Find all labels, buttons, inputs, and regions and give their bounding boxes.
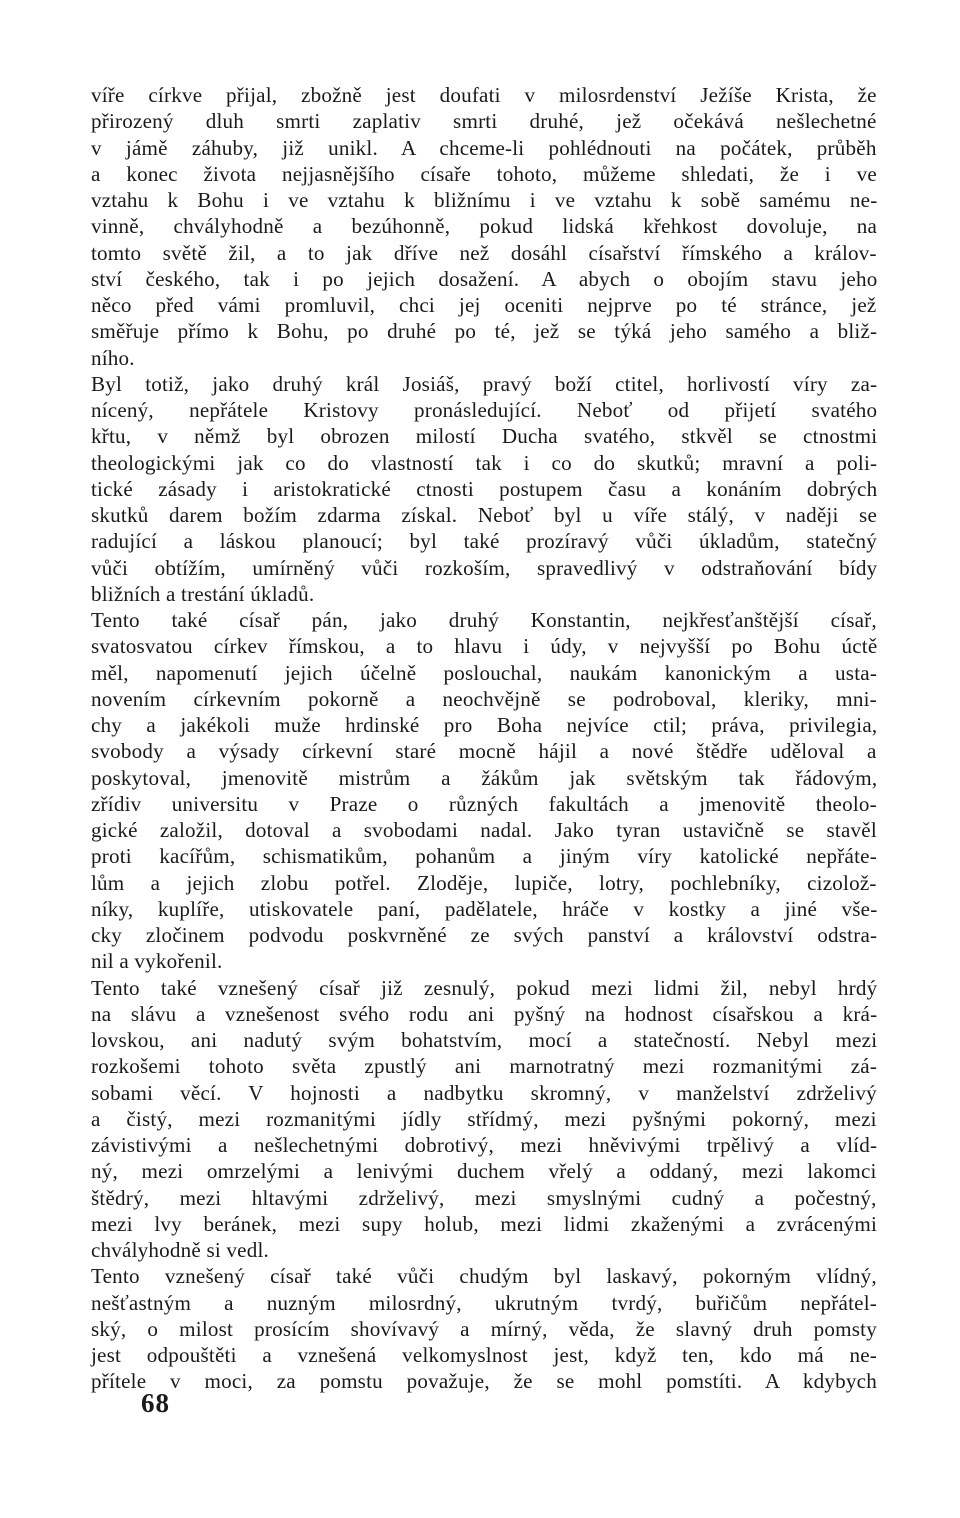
text-line: cky zločinem podvodu poskvrněné ze svých panství a království odstra- [91,923,878,947]
text-line: jest odpouštěti a vznešená velkomyslnost jest, když ten, kdo má ne- [91,1343,877,1367]
text-line: lovskou, ani nadutý svým bohatstvím, mocí a statečností. Nebyl mezi [91,1028,878,1052]
text-line: ního. [91,345,135,370]
text-line: tomto světě žil, a to jak dříve než dosáhl císařství římského a králov- [91,240,877,265]
text-line: přirozený dluh smrti zaplativ smrti druhé, jež očekává nešlechetné [91,109,877,134]
text-line: Tento vznešený císař také vůči chudým byl laskavý, pokorným vlídný, [91,1264,877,1289]
text-line: lům a jejich zlobu potřel. Zloděje, lupiče, lotry, pochlebníky, cizolož- [91,870,877,895]
text-line: svatosvatou církev římskou, a to hlavu i údy, v nejvyšší po Bohu úctě [91,634,878,659]
text-line: poskytoval, jmenovitě mistrům a žákům jak světským tak řádovým, [91,765,878,790]
text-line: níky, kuplíře, utiskovatele paní, padělatele, hráče v kostky a jiné vše- [91,896,878,921]
text-line: skutků darem božím zdarma získal. Neboť byl u víře stálý, v naději se [91,503,878,527]
text-line: vůči obtížím, umírněný vůči rozkoším, spravedlivý v odstraňování bídy [91,555,878,580]
text-line: štědrý, mezi hltavými zdrželivý, mezi smyslnými cudný a počestný, [91,1185,877,1210]
text-line: na slávu a vznešenost svého rodu ani pyšný na hodnost císařskou a krá- [91,1001,878,1026]
text-line: tické zásady i aristokratické ctnosti postupem času a konáním dobrých [91,476,878,501]
text-line: Byl totiž, jako druhý král Josiáš, pravý boží ctitel, horlivostí víry za- [91,371,878,396]
text-line: ský, o milost prosícím shovívavý a mírný, věda, že slavný druh pomsty [91,1316,877,1341]
text-line: víře církve přijal, zbožně jest doufati v milosrdenství Ježíše Krista, že [91,83,877,107]
text-line: nil a vykořenil. [91,949,223,974]
text-line: v jámě záhuby, již unikl. A chceme-li pohlédnouti na počátek, průběh [91,135,877,160]
text-line: mezi lvy beránek, mezi supy holub, mezi lidmi zkaženými a zvrácenými [91,1211,878,1236]
text-line: křtu, v němž byl obrozen milostí Ducha svatého, stkvěl se ctnostmi [91,424,878,449]
text-line: zřídiv universitu v Praze o různých fakultách a jmenovitě theolo- [91,791,877,816]
text-line: gické založil, dotoval a svobodami nadal. Jako tyran ustavičně se stavěl [91,818,877,842]
body-text [91,82,877,1395]
text-line: něco před vámi promluvil, chci jej oceniti nejprve po té stránce, jež [91,293,877,317]
text-line: vztahu k Bohu i ve vztahu k bližnímu i ve vztahu k sobě samému ne- [91,188,878,212]
text-line: chy a jakékoli muže hrdinské pro Boha nejvíce ctil; práva, privilegia, [91,713,878,737]
text-line: přítele v moci, za pomstu považuje, že se mohl pomstíti. A kdybych [91,1369,877,1394]
text-line: nešťastným a nuzným milosrdný, ukrutným tvrdý, buřičům nepřátel- [91,1290,877,1315]
text-line: theologickými jak co do vlastností tak i co do skutků; mravní a poli- [91,450,878,475]
text-line: novením církevním pokorně a neochvějně se podroboval, kleriky, mni- [91,686,877,711]
text-line: svobody a výsady církevní staré mocně hájil a nové štědře uděloval a [91,739,877,764]
text-line: vinně, chvályhodně a bezúhonně, pokud lidská křehkost dovoluje, na [91,214,878,239]
text-line: radující a láskou planoucí; byl také prozíravý vůči úkladům, statečný [91,529,878,554]
text-line: rozkošemi tohoto světa zpustlý ani marnotratný mezi rozmanitými zá- [91,1054,878,1079]
text-line: směřuje přímo k Bohu, po druhé po té, jež se týká jeho samého a bliž- [91,319,878,344]
text-line: sobami věcí. V hojnosti a nadbytku skromný, v manželství zdrželivý [91,1080,877,1105]
text-line: proti kacířům, schismatikům, pohanům a jiným víry katolické nepřáte- [91,844,877,869]
text-line: chvályhodně si vedl. [91,1238,269,1262]
text-line: a čistý, mezi rozmanitými jídly střídmý, mezi pyšnými pokorný, mezi [91,1106,877,1131]
text-line: závistivými a nešlechetnými dobrotivý, mezi hněvivými trpělivý a vlíd- [91,1133,878,1157]
text-line: nícený, nepřátele Kristovy pronásledující. Neboť od přijetí svatého [91,398,878,422]
text-line: Tento také císař pán, jako druhý Konstantin, nejkřesťanštější císař, [91,608,877,632]
text-line: ný, mezi omrzelými a lenivými duchem vřelý a oddaný, mezi lakomci [91,1159,877,1184]
text-line: ství českého, tak i po jejich dosažení. A abych o obojím stavu jeho [91,266,878,291]
text-line: měl, napomenutí jejich účelně poslouchal, naukám kanonickým a usta- [91,660,878,685]
page-number: 68 [141,1388,170,1418]
text-line: bližních a trestání úkladů. [91,581,315,606]
text-line: Tento také vznešený císař již zesnulý, pokud mezi lidmi žil, nebyl hrdý [91,975,878,1000]
text-line: a konec života nejjasnějšího císaře tohoto, můžeme shledati, že i ve [91,161,877,186]
